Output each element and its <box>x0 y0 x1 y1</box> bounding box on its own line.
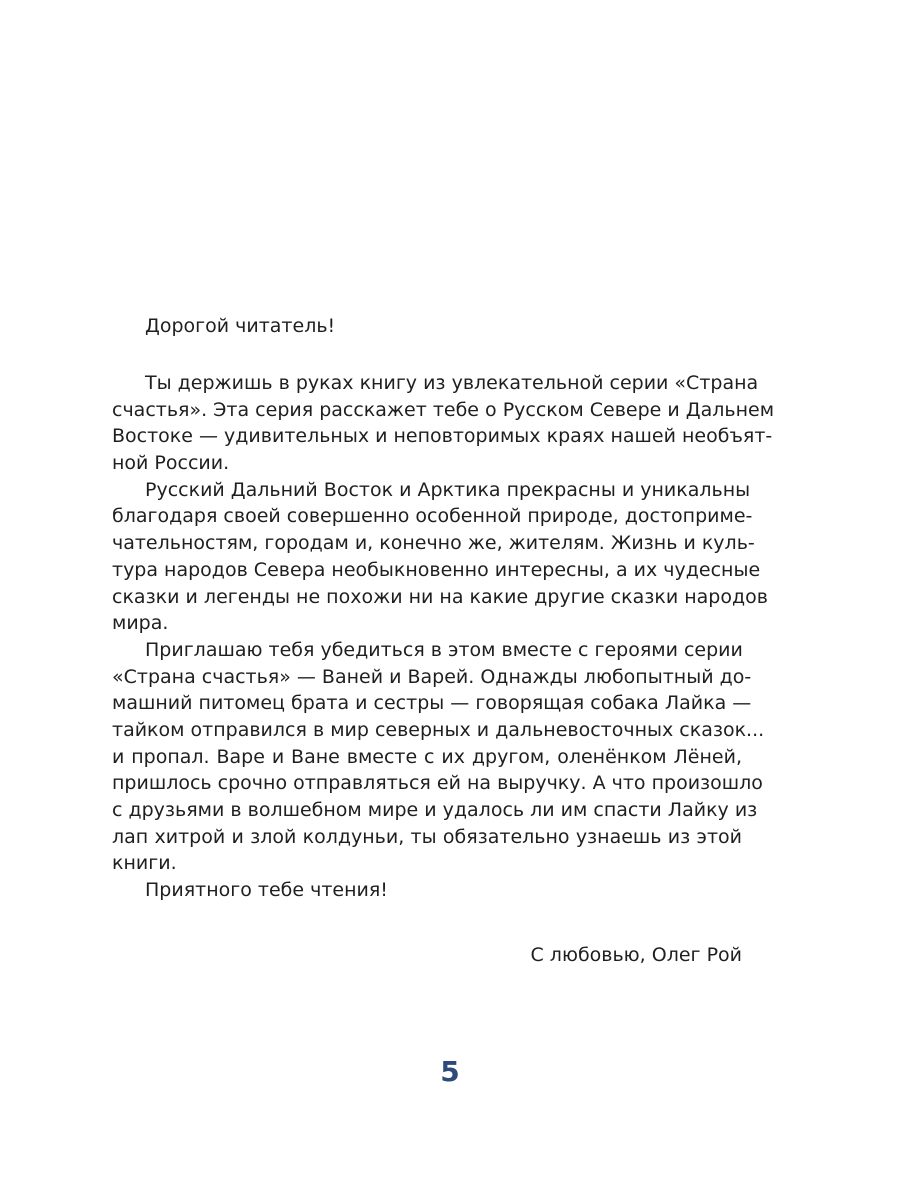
text-line: тура народов Севера необыкновенно интересны, а их чудесные <box>112 558 761 581</box>
text-line: благодаря своей совершенно особенной природе, достоприме- <box>112 505 753 528</box>
closing-line: Приятного тебе чтения! <box>145 879 388 902</box>
text-line: сказки и легенды не похожи ни на какие другие сказки народов <box>112 585 768 608</box>
text-line: с друзьями в волшебном мире и удалось ли им спасти Лайку из <box>112 799 758 821</box>
text-line: пришлось срочно отправляться ей на выручку. А что произошло <box>112 772 763 795</box>
page-number: 5 <box>440 1055 460 1088</box>
letter-body <box>112 370 775 904</box>
text-line: ной России. <box>112 452 230 475</box>
text-line: Ты держишь в руках книгу из увлекательной серии «Страна <box>145 372 759 394</box>
text-line: книги. <box>112 852 177 875</box>
text-line: Приглашаю тебя убедиться в этом вместе с героями серии <box>145 638 743 661</box>
text-line: Востоке — удивительных и неповторимых краях нашей необъят- <box>112 425 773 448</box>
text-line: счастья». Эта серия расскажет тебе о Русском Севере и Дальнем <box>112 398 775 421</box>
text-line: «Страна счастья» — Ваней и Варей. Однажды любопытный до- <box>112 665 752 688</box>
text-line: мира. <box>112 612 169 635</box>
text-line: и пропал. Варе и Ване вместе с их другом, оленёнком Лёней, <box>112 745 742 768</box>
text-line: машний питомец брата и сестры — говорящая собака Лайка — <box>112 692 752 715</box>
signature: С любовью, Олег Рой <box>530 944 742 966</box>
text-line: лап хитрой и злой колдуньи, ты обязательно узнаешь из этой <box>112 825 742 848</box>
text-line: тайком отправился в мир северных и дальневосточных сказок... <box>112 718 765 741</box>
text-line: Русский Дальний Восток и Арктика прекрасны и уникальны <box>145 478 751 501</box>
greeting: Дорогой читатель! <box>145 315 336 337</box>
text-line: чательностям, городам и, конечно же, жителям. Жизнь и куль- <box>112 532 755 555</box>
